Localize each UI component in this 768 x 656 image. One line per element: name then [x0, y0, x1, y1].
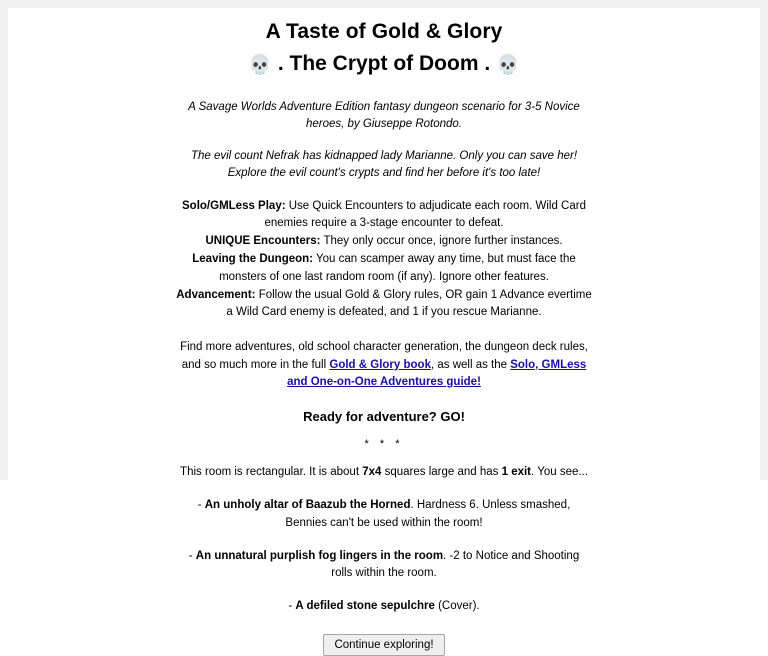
byline: A Savage Worlds Adventure Edition fantasy dungeon scenario for 3-5 Novice heroes, by Giuseppe Rotondo. — [188, 100, 580, 130]
feature-prefix: - — [288, 600, 296, 613]
more-pre-text: Find more adventures, old school character generation, the dungeon deck rules, and so much more in the full — [180, 341, 588, 371]
rule-item — [174, 233, 594, 250]
rule-text: They only occur once, ignore further instances. — [323, 235, 563, 248]
rule-label: UNIQUE Encounters: — [205, 235, 321, 248]
more-mid-text: , as well as the — [430, 358, 511, 371]
gold-and-glory-book-link[interactable]: Gold & Glory book — [329, 358, 431, 371]
room-size: 7x4 — [362, 466, 382, 479]
room-feature — [184, 497, 584, 532]
continue-button-wrapper — [8, 634, 760, 656]
page-title: A Taste of Gold & Glory — [265, 20, 503, 43]
page-subtitle-text: . The Crypt of Doom . — [277, 52, 491, 76]
rules-list — [174, 198, 594, 322]
skull-icon-left: 💀 — [248, 55, 272, 77]
solo-gmless-guide-link[interactable]: Solo, GMLess and One-on-One Adventures guide! — [287, 358, 587, 388]
rule-label: Advancement: — [176, 288, 256, 301]
feature-text: . Hardness 6. Unless smashed, Bennies can't be used within the room! — [285, 499, 571, 529]
room-description — [174, 464, 594, 481]
feature-name: An unholy altar of Baazub the Horned — [204, 499, 411, 512]
room-mid-text: squares large and has — [381, 466, 502, 479]
viewport-edge-right — [760, 0, 768, 480]
more-adventures-text — [179, 339, 589, 391]
feature-name: An unnatural purplish fog lingers in the room — [195, 549, 444, 562]
room-feature — [184, 548, 584, 583]
rule-label: Solo/GMLess Play: — [182, 199, 286, 212]
continue-exploring-button[interactable]: Continue exploring! — [323, 634, 444, 656]
room-feature — [184, 598, 584, 615]
room-post-text: . You see... — [531, 466, 588, 479]
rule-text: Use Quick Encounters to adjudicate each room. Wild Card enemies require a 3-stage encounter to defeat. — [264, 199, 586, 229]
story-hook: The evil count Nefrak has kidnapped lady Marianne. Only you can save her! Explore the evil count's crypts and find her before it's too late! — [190, 150, 578, 179]
ready-prompt: Ready for adventure? GO! — [303, 409, 465, 425]
feature-prefix: - — [197, 499, 205, 512]
section-separator: * * * — [364, 438, 404, 451]
room-pre-text: This room is rectangular. It is about — [180, 466, 363, 479]
rule-text: Follow the usual Gold & Glory rules, OR gain 1 Advance evertime a Wild Card enemy is defeated, and 1 if you rescue Marianne. — [226, 288, 592, 319]
feature-name: A defiled stone sepulchre — [295, 600, 435, 613]
feature-text: . -2 to Notice and Shooting rolls within the room. — [331, 549, 580, 580]
page-subtitle — [8, 50, 760, 79]
rule-item — [174, 287, 594, 322]
document-content — [8, 18, 760, 656]
rule-item — [174, 198, 594, 233]
feature-text: (Cover). — [434, 600, 480, 613]
viewport-edge-top — [0, 0, 768, 8]
rule-item — [174, 251, 594, 286]
rule-text: You can scamper away any time, but must face the monsters of one last random room (if any). Ignore other features. — [219, 253, 576, 283]
feature-prefix: - — [188, 549, 196, 562]
viewport-edge-left — [0, 0, 8, 480]
room-exits: 1 exit — [501, 466, 532, 479]
skull-icon-right: 💀 — [496, 55, 520, 77]
rule-label: Leaving the Dungeon: — [192, 253, 313, 266]
